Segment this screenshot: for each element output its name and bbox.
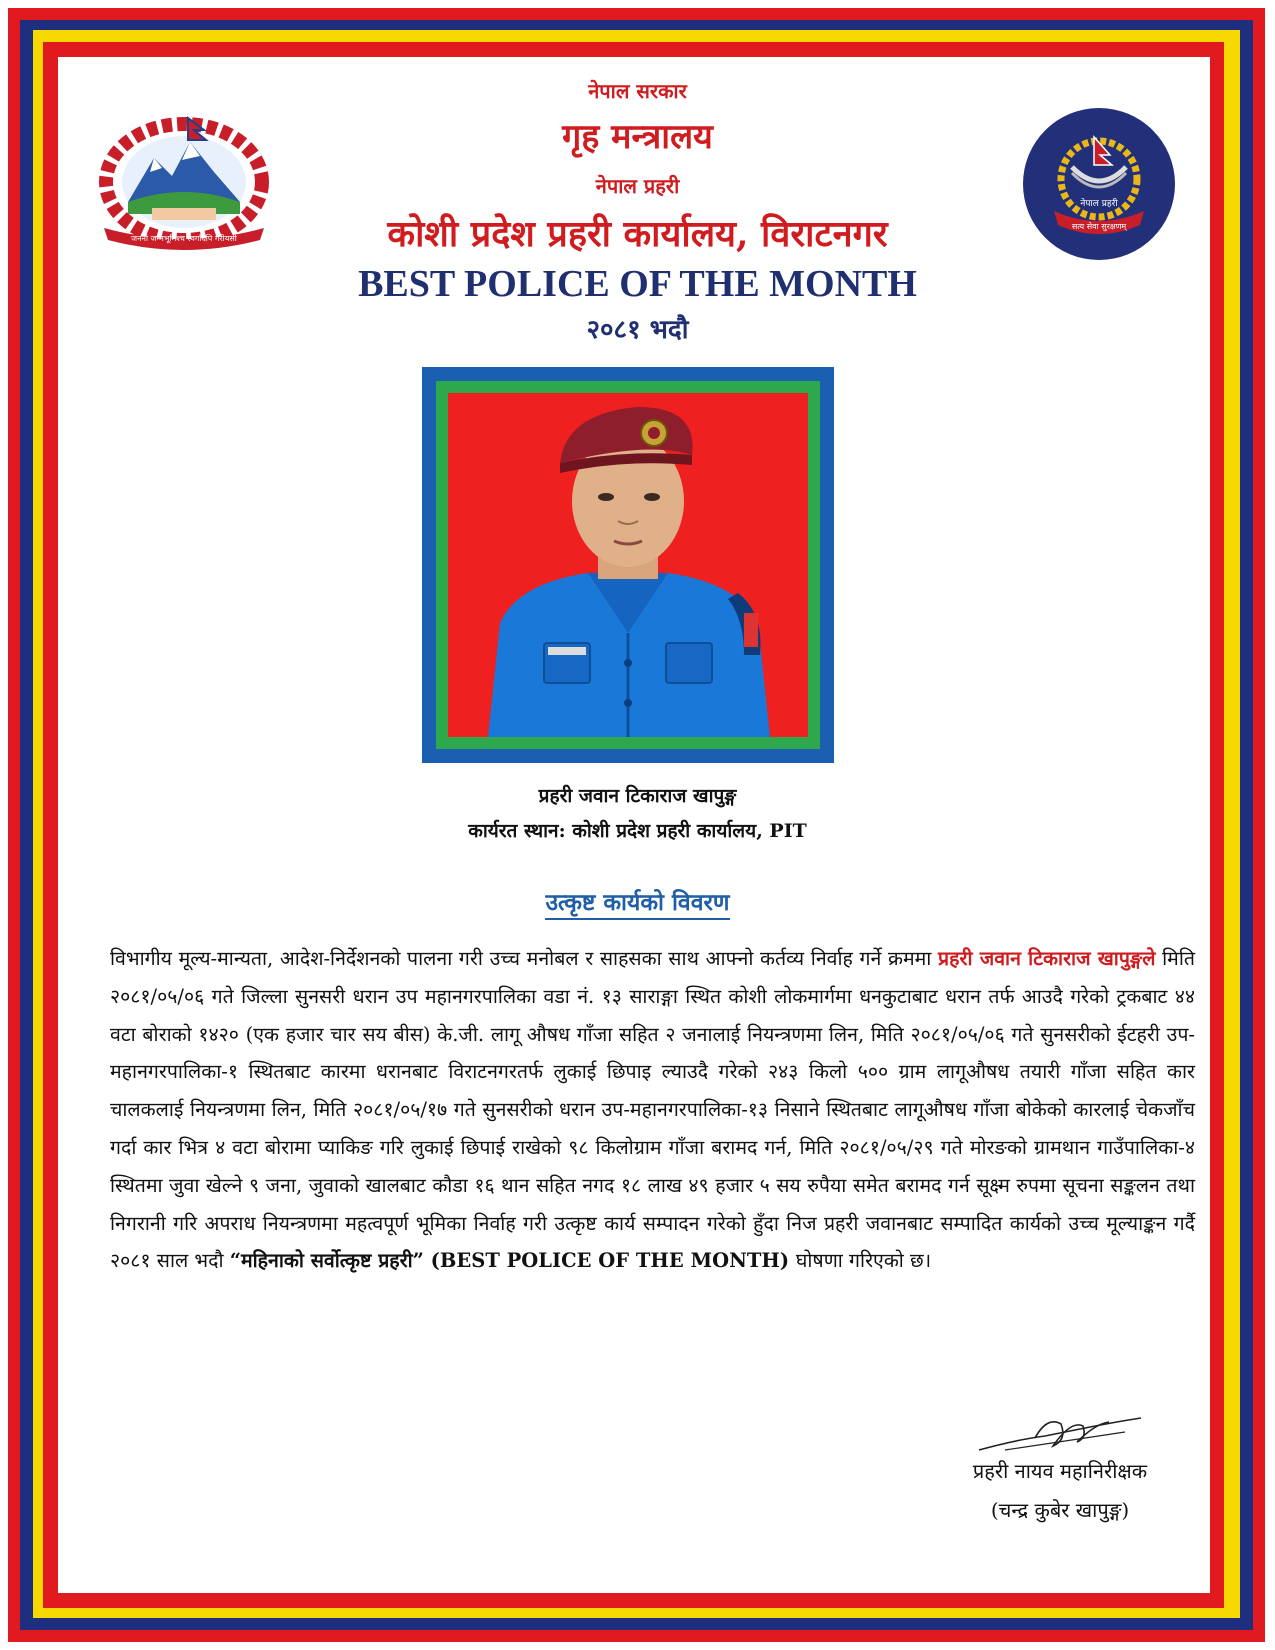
emblem-motto-text: जननी जन्मभूमिश्च स्वर्गादपि गरीयसी xyxy=(131,234,237,243)
photo-frame xyxy=(422,367,834,763)
citation-award-english: (BEST POLICE OF THE MONTH) xyxy=(423,1249,796,1273)
police-officer-portrait xyxy=(448,393,808,737)
government-heading: नेपाल सरकार xyxy=(588,79,687,103)
section-title xyxy=(0,885,1275,917)
citation-intro: विभागीय मूल्य-मान्यता, आदेश-निर्देशनको पालना गरी उच्च मनोबल र साहसका साथ आफ्नो कर्तव्य निर्वाह गर्ने क्रममा xyxy=(110,947,939,970)
signatory-title: प्रहरी नायव महानिरीक्षक xyxy=(972,1459,1148,1483)
citation-main: मिति २०८१/०५/०६ गते जिल्ला सुनसरी धरान उप महानगरपालिका वडा नं. १३ साराङ्गा स्थित कोशी लोकमार्गमा धनकुटाबाट धरान तर्फ आउदै गरेको ट्रकबाट ४४ वटा बोराको १४२० (एक हजार चार सय बीस) के.जी. लागू औषध गाँजा सहित २ जनालाई नियन्त्रणमा लिन, मिति २०८१/०५/०६ गते सुनसरीको ईटहरी उप-महानगरपालिका-१ स्थितबाट कारमा धरानबाट विराटनगरतर्फ लुकाई छिपाइ ल्याउदै गरेको २४३ किलो ५०० ग्राम लागूऔषध तयारी गाँजा सहित कार चालकलाई नियन्त्रणमा लिन, मिति २०८१/०५/१७ गते सुनसरीको धरान उप-महानगरपालिका-१३ निसाने स्थितबाट लागूऔषध गाँजा बोकेको कारलाई चेकजाँच गर्दा कार भित्र ४ वटा बोरामा प्याकिङ गरि लुकाई छिपाई राखेको ९८ किलोग्राम गाँजा बरामद गर्न, मिति २०८१/०५/२९ गते मोरङको ग्रामथान गाउँपालिका-४ स्थितमा जुवा खेल्ने ९ जना, जुवाको खालबाट कौडा १६ थान सहित नगद १८ लाख ४९ हजार ५ सय रुपैया समेत बरामद गर्न सूक्ष्म रुपमा सूचना सङ्कलन तथा निगरानी गरि अपराध नियन्त्रणमा महत्वपूर्ण भूमिका निर्वाह गरी उत्कृष्ट कार्य सम्पादन गरेको हुँदा निज प्रहरी जवानबाट सम्पादित कार्यको उच्च मूल्याङ्कन गर्दै २०८१ साल भदौ xyxy=(110,947,1196,1273)
police-heading: नेपाल प्रहरी xyxy=(595,174,680,198)
citation-paragraph xyxy=(110,940,1195,1280)
photo-background xyxy=(448,393,808,737)
award-title: BEST POLICE OF THE MONTH xyxy=(358,263,917,305)
photo-border xyxy=(436,381,820,749)
citation-outro: घोषणा गरिएको छ। xyxy=(795,1249,932,1273)
award-month: २०८१ भदौ xyxy=(586,315,689,345)
citation-award-quote: “महिनाको सर्वोत्कृष्ट प्रहरी” xyxy=(229,1249,424,1273)
police-emblem-motto-text: सत्य सेवा सुरक्षणम् xyxy=(1071,222,1127,231)
office-heading: कोशी प्रदेश प्रहरी कार्यालय, विराटनगर xyxy=(387,213,888,255)
section-title-text: उत्कृष्ट कार्यको विवरण xyxy=(545,889,729,920)
police-emblem-name-text: नेपाल प्रहरी xyxy=(1080,199,1118,209)
citation-officer-highlight: प्रहरी जवान टिकाराज खापुङ्गले xyxy=(938,947,1156,970)
handwritten-signature xyxy=(975,1410,1145,1458)
officer-place-caption: कार्यरत स्थान: कोशी प्रदेश प्रहरी कार्यालय, PIT xyxy=(468,820,807,842)
officer-name-caption: प्रहरी जवान टिकाराज खापुङ्ग xyxy=(538,785,737,807)
signatory-name: (चन्द्र कुबेर खापुङ्ग) xyxy=(990,1498,1130,1522)
ministry-heading: गृह मन्त्रालय xyxy=(562,117,713,157)
